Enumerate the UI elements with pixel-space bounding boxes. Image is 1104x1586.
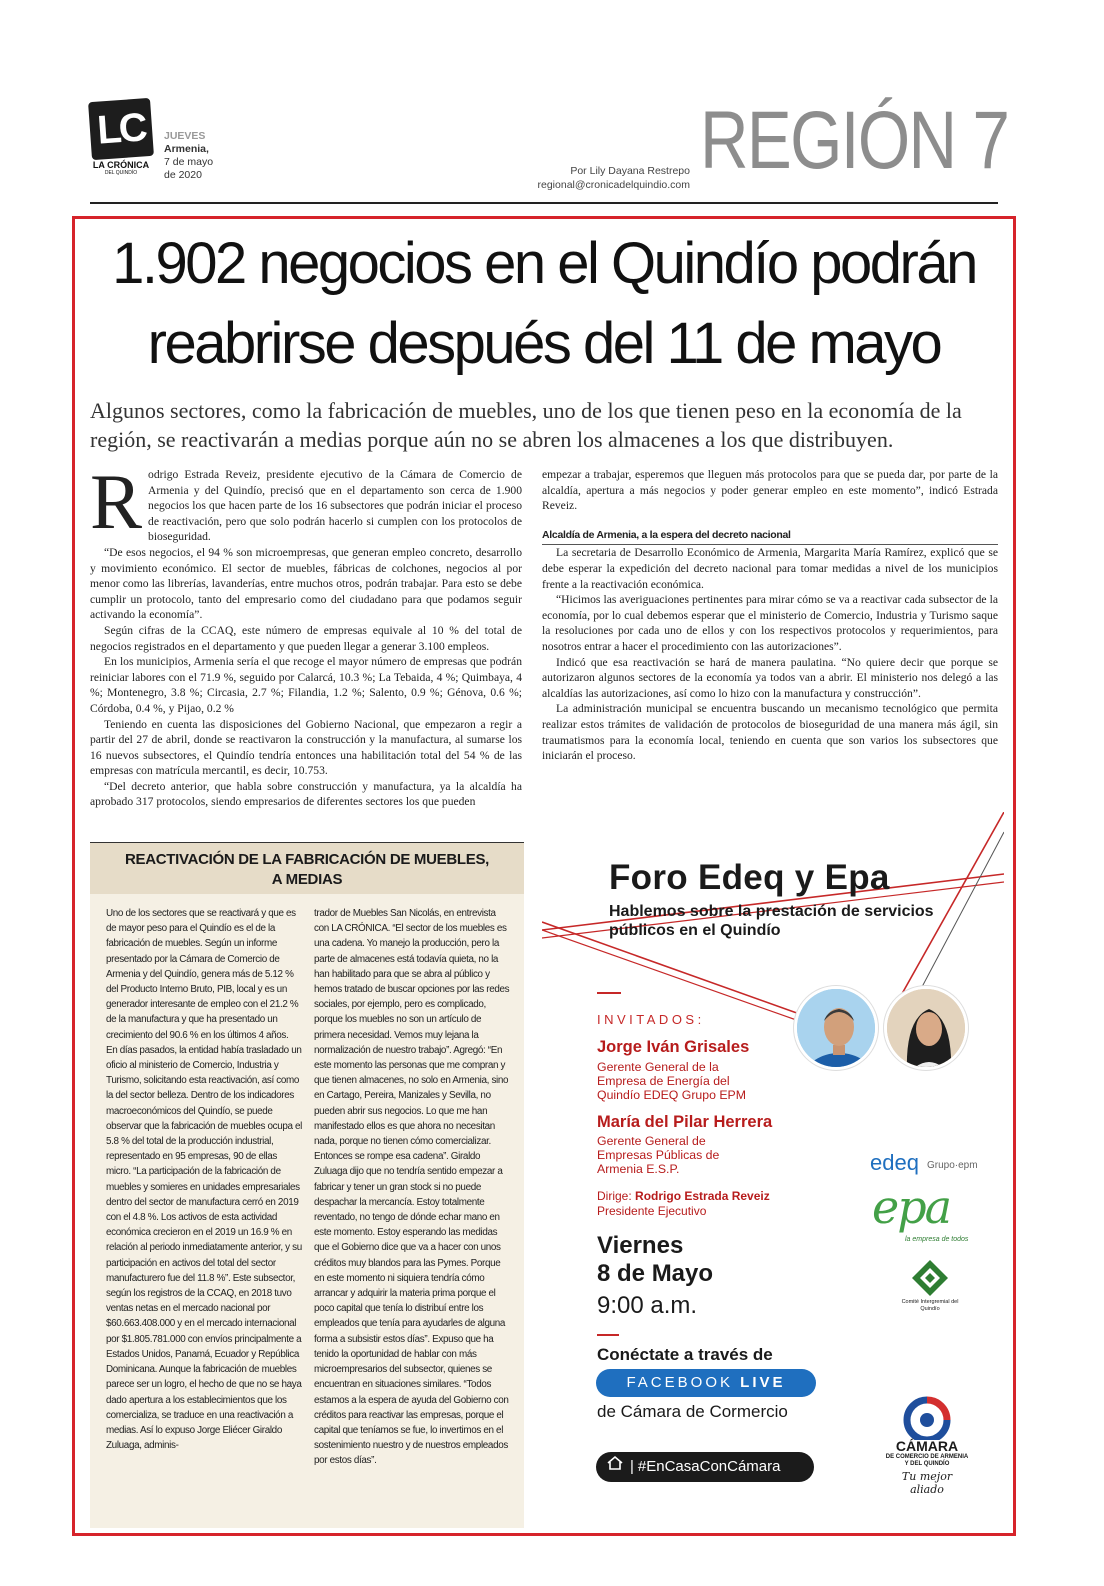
sidebar-title: [90, 850, 524, 890]
event-date-text: 8 de Mayo: [597, 1260, 714, 1287]
dateline: [164, 130, 213, 182]
logo-letters: LC: [88, 98, 154, 160]
edeq-logo: edeq: [870, 1150, 919, 1175]
home-icon: [606, 1452, 624, 1482]
logo-subname: DEL QUINDÍO: [104, 170, 138, 176]
paragraph: “De esos negocios, el 94 % son microempresas, que generan empleo concreto, desarrollo y movimiento económico. El sector de muebles, fábricas de colchones, negocios al por menor como las librerías, lavanderías, entre muchos otros, podrán trabajar. Para esto se debe cumplir un protocolo, tanto del empresario como del ciudadano para que podamos seguir activando la economía”.: [90, 545, 522, 622]
camara-logo-subtext: DE COMERCIO DE ARMENIA Y DEL QUINDÍO: [885, 1454, 969, 1467]
paragraph: Según cifras de la CCAQ, este número de empresas equivale al 10 % del total de negocios registrados en el departamento y que pueden llegar a generar 3.100 empleos.: [90, 623, 522, 653]
camara-logo-text: CÁMARA: [895, 1438, 959, 1454]
logo-name: LA CRÓNICA: [92, 160, 150, 170]
ad-moderator: [597, 1189, 770, 1218]
guest-1-role: Gerente General de la Empresa de Energía del Quindío EDEQ Grupo EPM: [597, 1060, 746, 1102]
paragraph: empezar a trabajar, esperemos que lleguen más protocolos para que se pueda dar, por parte de la alcaldía, apertura a más negocios y poder generar empleo en este momento”, indicó Estrada Reveiz.: [542, 468, 998, 513]
byline-email: regional@cronicadelquindio.com: [537, 179, 690, 191]
paragraph: Indicó que esa reactivación se hará de manera paulatina. “No quiere decir que porque se autorizaron algunos sectores de la economía ya todos van a abrir. El ministerio nos delegó a las alcaldías las autorizaciones, así como lo hizo con la manufactura y construcción”.: [542, 655, 998, 700]
dropcap: R: [90, 458, 143, 545]
byline-author: Por Lily Dayana Restrepo: [570, 165, 690, 177]
hashtag-badge: | #EnCasaConCámara: [596, 1452, 814, 1482]
connect-label: Conéctate a través de: [597, 1345, 773, 1364]
paragraph: En los municipios, Armenia sería el que recoge el mayor número de empresas que podrán reiniciar labores con el 71.9 %, seguido por Calarcá, 10.3 %; La Tebaida, 4 %; Quimbaya, 4 %; Montenegro, 3.8 %; Circasia, 2.7 %; Filandia, 1.2 %; Salento, 0.9 %; Génova, 0.6 %; Córdoba, 0.4 %, y Pijao, 0.2 %: [90, 655, 522, 715]
deck: Algunos sectores, como la fabricación de muebles, uno de los que tienen peso en la economía de la región, se reactivarán a medias porque aún no se abren los almacenes a los que distribuyen.: [90, 398, 962, 452]
camara-slogan: Tu mejor aliado: [901, 1470, 953, 1496]
moderator-label: Dirige:: [597, 1189, 632, 1203]
newspaper-logo: [90, 100, 152, 174]
ad-invitados-label: INVITADOS:: [597, 1012, 705, 1027]
dateline-day: JUEVES: [164, 130, 206, 142]
facebook-word: FACEBOOK: [626, 1374, 733, 1391]
article-column-2: [542, 467, 998, 764]
comite-intergremial-label: Comité Intergremial del Quindío: [901, 1299, 959, 1312]
guest-1-photo: [794, 986, 878, 1070]
hashtag-text: #EnCasaConCámara: [637, 1458, 781, 1475]
headline-line-2: reabrirse después del 11 de mayo: [147, 311, 941, 376]
headline-line-1: 1.902 negocios en el Quindío podrán: [112, 231, 976, 296]
section-title: REGIÓN 7: [700, 95, 1009, 186]
epa-tagline: la empresa de todos: [905, 1236, 969, 1243]
event-day: Viernes: [597, 1232, 684, 1259]
sidebar-column-1: Uno de los sectores que se reactivará y que es de mayor peso para el Quindío es el de la fabricación de muebles. Según un informe presentado por la Cámara de Comercio de Armenia y del Quindío, genera más de 5.12 % del Producto Interno Bruto, PIB, local y es un generador interesante de empleo con el 21.2 % de la manufactura y que ha presentado un crecimiento del 90.6 % en los últimos 4 años. En días pasados, la entidad había trasladado un oficio al ministerio de Comercio, Industria y Turismo, solicitando esta reactivación, así como la del sector belleza. Dentro de los indicadores macroeconómicos del Quindío, se puede observar que la fabricación de muebles ocupa el 5.8 % del total de la producción industrial, representado en 95 empresas, 90 de ellas micro. “La participación de la fabricación de muebles y somieres en unidades empresariales dentro del sector de manufactura cerró en 2019 con el 4.8 %. Los activos de esta actividad económica crecieron en el 2019 un 16.9 % en relación al periodo inmediatamente anterior, y su participación en activos del total del sector manufacturero fue del 11.8 %”. Este subsector, según los registros de la CCAQ, en 2018 tuvo ventas netas en el mercado nacional por $60.663.408.000 y en el mercado internacional por $1.805.781.000 con envíos principalmente a Estados Unidos, Panamá, Ecuador y República Dominicana. Aunque la fabricación de muebles parece ser un logro, el hecho de que no se haya dado apertura a los establecimientos que los comercializa, se traduce en una reactivación a medias. Así lo expuso Jorge Eliécer Giraldo Zuluaga, adminis-: [106, 908, 302, 1452]
guest-2-photo: [884, 986, 968, 1070]
sidebar-column-2: trador de Muebles San Nicolás, en entrevista con LA CRÓNICA. “El sector de los muebles es una cadena. Yo manejo la producción, pero la parte de almacenes está todavía quieta, no la han habilitado para que se abra al público y hemos tratado de buscar opciones por las redes sociales, por ejemplo, pero es complicado, porque los muebles no son un artículo de primera necesidad. Vemos muy lejana la normalización de nuestro trabajo”. Agregó: “En este momento las personas que me compran y que tienen almacenes, no solo en Armenia, sino en Cartago, Pereira, Manizales y Sevilla, no pueden abrir sus negocios. Lo que me han manifestado ellos es que ahora no necesitan nada, porque no tienen cómo comercializar. Entonces se rompe esa cadena”. Giraldo Zuluaga dijo que no tendría sentido empezar a fabricar y tener un gran stock si no puede despachar la mercancía. Estoy totalmente reventado, no tengo de dónde echar mano en este momento. Estoy esperando las medidas que el Gobierno dice que va a hacer con unos créditos muy blandos para las Pymes. Porque en este momento ni siquiera tendría cómo arrancar y adquirir la materia prima porque el poco capital que tenía lo distribuí entre los empleados que tenía para ayudarles de alguna forma a subsistir estos días”. Expuso que ha tenido la oportunidad de hablar con más microempresarios del subsector, quienes se encuentran en situaciones similares. “Todos estamos a la espera de ayuda del Gobierno con créditos para reactivar las empresas, porque el capital que teníamos se fue, lo invertimos en el sostenimiento nuestro y de nuestros empleados por estos días”.: [314, 908, 510, 1467]
paragraph: La administración municipal se encuentra buscando un mecanismo tecnológico que permita realizar estos trámites de validación de protocolos de bioseguridad de una manera más ágil, sin traumatismos para la economía local, teniendo en cuenta que son varios los subsectores que iniciarán el proceso.: [542, 702, 998, 763]
live-word: LIVE: [740, 1374, 786, 1391]
paragraph: Teniendo en cuenta las disposiciones del Gobierno Nacional, que empezaron a regir a partir del 27 de abril, donde se reactivaron la construcción y la manufactura, al sumarse los 16 nuevos subsectores, el Quindío tendría entonces una habilitación total del 54 % de las empresas con matrícula mercantil, es decir, 10.753.: [90, 717, 522, 778]
grupo-epm-logo: Grupo·epm: [927, 1160, 978, 1171]
moderator-role: Presidente Ejecutivo: [597, 1203, 707, 1218]
paragraph: La secretaria de Desarrollo Económico de Armenia, Margarita María Ramírez, explicó que se debe esperar la expedición del decreto nacional para tomar medidas a nivel de los municipios frente a la reactivación económica.: [542, 546, 998, 591]
guest-2-name: María del Pilar Herrera: [597, 1113, 773, 1131]
epa-logo: epa: [872, 1180, 951, 1234]
sidebar-header: [90, 842, 524, 894]
ad-accent-line-2: [597, 1334, 619, 1336]
sidebar-title-line-1: REACTIVACIÓN DE LA FABRICACIÓN DE MUEBLES,: [124, 851, 490, 868]
header-rule: [90, 202, 998, 204]
paragraph: “Del decreto anterior, que habla sobre construcción y manufactura, ya la alcaldía ha aprobado 317 protocolos, siendo empresarios de diferentes sectores los que pueden: [90, 779, 522, 809]
ad-subtitle: Hablemos sobre la prestación de servicios públicos en el Quindío: [609, 903, 934, 939]
paragraph: “Hicimos las averiguaciones pertinentes para mirar cómo se va a reactivar cada subsector de la economía, por lo cual debemos esperar que el ministerio de Comercio, Industria y Turismo saque la resoluciones por cada uno de ellos y con los respectivos protocolos y requerimientos, para nosotros entrar a hacer el procedimiento con las autorizaciones”.: [542, 593, 998, 653]
article-column-1: [90, 458, 522, 810]
ad-accent-line: [597, 992, 621, 994]
dateline-date: 7 de mayo: [164, 156, 214, 168]
ad-from-label: de Cámara de Cormercio: [597, 1402, 788, 1421]
comite-intergremial-icon: [910, 1258, 950, 1303]
guest-1-name: Jorge Iván Grisales: [597, 1038, 750, 1056]
dateline-year: de 2020: [164, 169, 202, 181]
sidebar-title-line-2: A MEDIAS: [271, 871, 343, 888]
moderator-name: Rodrigo Estrada Reveiz: [635, 1189, 770, 1203]
facebook-live-badge: [596, 1369, 816, 1397]
subhead: Alcaldía de Armenia, a la espera del decreto nacional: [542, 528, 998, 546]
byline: [538, 164, 691, 192]
guest-2-role: Gerente General de Empresas Públicas de Armenia E.S.P.: [597, 1134, 720, 1176]
ad-title: Foro Edeq y Epa: [609, 858, 890, 897]
paragraph: odrigo Estrada Reveiz, presidente ejecutivo de la Cámara de Comercio de Armenia y del Quindío, precisó que en el departamento son cerca de 1.900 negocios los que hacen parte de los 16 subsectores que podrán iniciar el proceso de reactivación, pero que solo podrán hacerlo si cumplen con los protocolos de bioseguridad.: [148, 468, 522, 544]
event-time: 9:00 a.m.: [597, 1292, 698, 1319]
headline: [90, 224, 998, 384]
dateline-city: Armenia,: [164, 143, 209, 155]
event-date: [597, 1232, 713, 1288]
